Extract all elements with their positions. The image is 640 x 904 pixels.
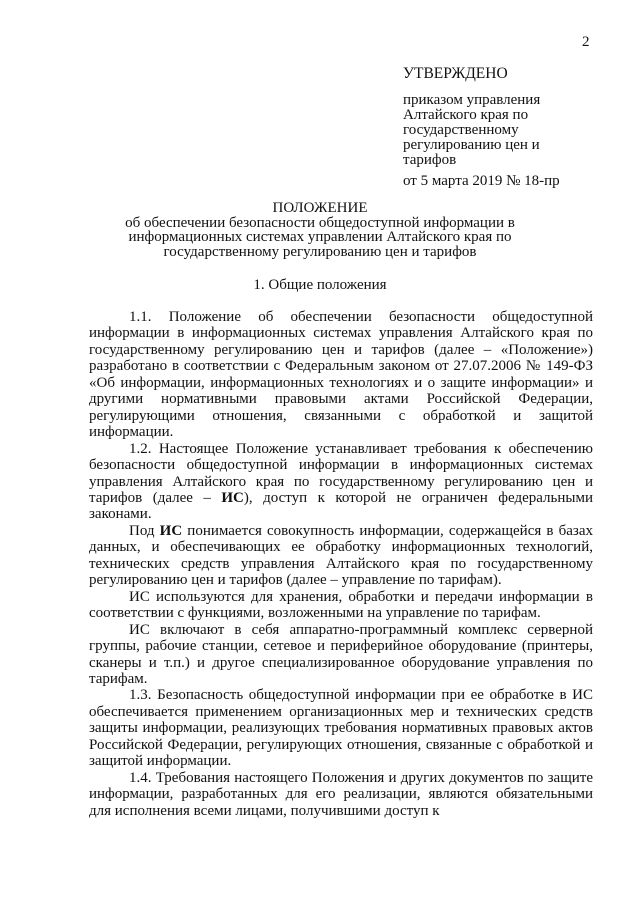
approval-line: приказом управления — [403, 92, 541, 108]
paragraph-text: понимается совокупность информации, содержащейся в базах данных, и обеспечивающих ее обработку информационных технологий, технических средств управления Алтайского края по государственному регулированию цен и тарифов (далее – управление по тарифам). — [89, 522, 593, 589]
document-subtitle-line: информационных системах управлении Алтайского края по — [128, 229, 512, 246]
paragraph-1-1: 1.1. Положение об обеспечении безопасности общедоступной информации в информационных системах управления Алтайского края по государственному регулированию цен и тарифов (далее – «Положение») разработано в соответствии с Федеральным законом от 27.07.2006 № 149-ФЗ «Об информации, информационных технологиях и о защите информации» и другими нормативными правовыми актами Российской Федерации, регулирующими отношения, связанными с обработкой и защитой информации. — [89, 309, 593, 441]
section-heading: 1. Общие положения — [253, 277, 387, 293]
paragraph-1-4: 1.4. Требования настоящего Положения и других документов по защите информации, разработанных для его реализации, являются обязательными для исполнения всеми лицами, получившими доступ к — [89, 769, 593, 819]
paragraph-is-composition: ИС включают в себя аппаратно-программный комплекс серверной группы, рабочие станции, сетевое и периферийное оборудование (принтеры, сканеры и т.п.) и другое специализированное оборудование управления по тарифам. — [89, 621, 593, 687]
page-number: 2 — [582, 34, 590, 50]
paragraph-text: ), доступ к которой не ограничен федеральными законами. — [89, 489, 593, 523]
paragraph-1-3: 1.3. Безопасность общедоступной информации при ее обработке в ИС обеспечивается применением организационных мер и технических средств защиты информации, реализующих требования нормативных правовых актов Российской Федерации, регулирующих отношения, связанные с обработкой и защитой информации. — [89, 687, 593, 770]
approval-line: государственному — [403, 122, 519, 138]
paragraph-is-usage: ИС используются для хранения, обработки и передачи информации в соответствии с функциями, возложенными на управление по тарифам. — [89, 588, 593, 622]
approved-heading: УТВЕРЖДЕНО — [403, 65, 508, 82]
document-body — [89, 309, 593, 819]
paragraph-1-2 — [89, 441, 593, 523]
approval-date: от 5 марта 2019 № 18-пр — [403, 173, 560, 189]
document-title-block — [110, 201, 530, 260]
is-abbreviation: ИС — [159, 522, 183, 539]
approval-line: Алтайского края по — [403, 107, 529, 123]
approval-line: регулированию цен и — [403, 137, 540, 153]
document-subtitle-line: государственному регулированию цен и тарифов — [163, 244, 477, 261]
approval-line: тарифов — [403, 152, 457, 168]
is-abbreviation: ИС — [221, 489, 244, 506]
paragraph-text: 1.2. Настоящее Положение устанавливает требования к обеспечению безопасности общедоступной информации в информационных системах управления Алтайского края по государственному регулированию цен и тарифов (далее – — [89, 440, 593, 506]
paragraph-text: Под — [129, 522, 160, 539]
document-title: ПОЛОЖЕНИЕ — [272, 200, 368, 216]
paragraph-is-definition — [89, 523, 593, 589]
approval-stamp — [403, 66, 603, 189]
document-subtitle-line: об обеспечении безопасности общедоступной информации в — [125, 214, 515, 231]
